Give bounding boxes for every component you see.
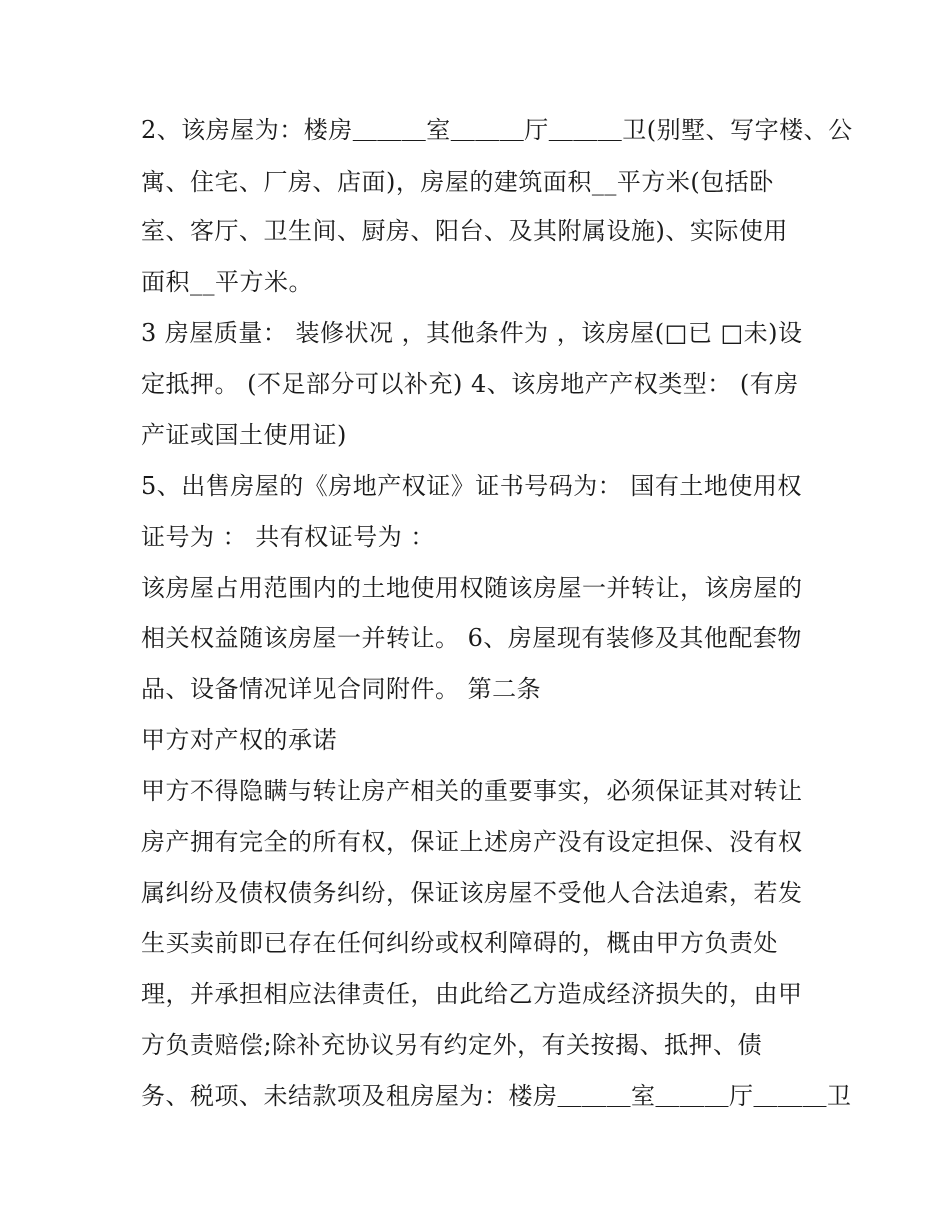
text-line: 务、税项、未结款项及租房屋为：楼房＿＿＿室＿＿＿厅＿＿＿卫 [141, 1082, 852, 1110]
text-line: 方负责赔偿;除补充协议另有约定外，有关按揭、抵押、债 [141, 1031, 763, 1059]
text-line: 该房屋占用范围内的土地使用权随该房屋一并转让，该房屋的 [141, 574, 803, 602]
text-line: 寓、住宅、厂房、店面)，房屋的建筑面积__平方米(包括卧 [141, 168, 774, 196]
text-line: 面积__平方米。 [141, 268, 313, 296]
text-line: 5、出售房屋的《房地产权证》证书号码为： 国有土地使用权 [141, 472, 802, 500]
text-line: 相关权益随该房屋一并转让。 6、房屋现有装修及其他配套物 [141, 624, 802, 652]
text-line: 生买卖前即已存在任何纠纷或权利障碍的，概由甲方负责处 [141, 929, 778, 957]
text-line: 产证或国土使用证) [141, 421, 347, 449]
text-line: 3 房屋质量： 装修状况 ，其他条件为 ，该房屋(□已 □未)设 [141, 319, 803, 347]
text-line: 2、该房屋为：楼房＿＿＿室＿＿＿厅＿＿＿卫(别墅、写字楼、公 [141, 116, 853, 144]
text-line: 房产拥有完全的所有权，保证上述房产没有设定担保、没有权 [141, 828, 803, 856]
text-line: 室、客厅、卫生间、厨房、阳台、及其附属设施)、实际使用 [141, 217, 788, 245]
text-line: 属纠纷及债权债务纠纷，保证该房屋不受他人合法追索，若发 [141, 879, 803, 907]
text-line: 定抵押。 (不足部分可以补充) 4、该房地产产权类型： (有房 [141, 370, 799, 398]
text-line: 证号为 ： 共有权证号为 ： [141, 523, 435, 551]
text-line: 甲方不得隐瞒与转让房产相关的重要事实，必须保证其对转让 [141, 777, 803, 805]
section-heading: 甲方对产权的承诺 [141, 726, 337, 754]
text-line: 品、设备情况详见合同附件。 第二条 [141, 675, 542, 703]
text-line: 理，并承担相应法律责任，由此给乙方造成经济损失的，由甲 [141, 980, 803, 1008]
